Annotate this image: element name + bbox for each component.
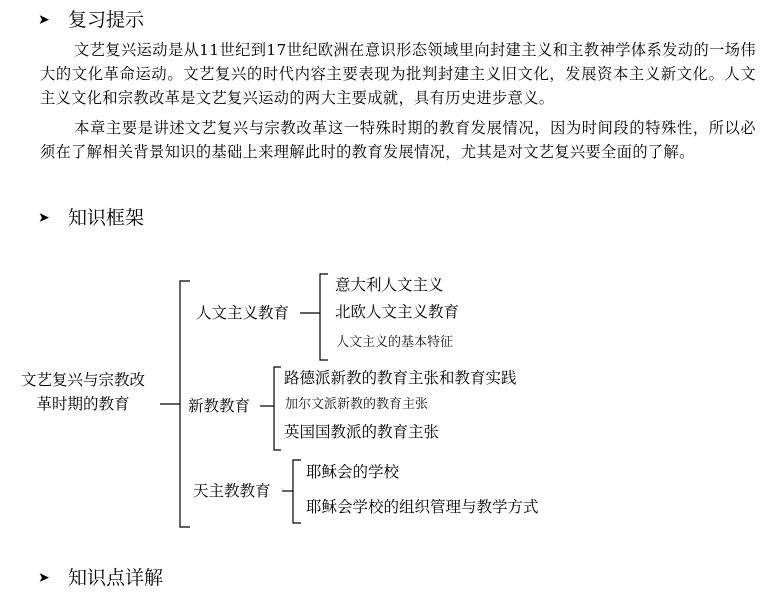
paragraph-text: 文艺复兴运动是从11世纪到17世纪欧洲在意识形态领域里向封建主义和主教神学体系发动的一场伟大的文化革命运动。文艺复兴的时代内容主要表现为批判封建主义旧文化，发展资本主义新文化。人文主义文化和宗教改革是文艺复兴运动的两大主要成就，具有历史进步意义。 <box>40 41 756 107</box>
tree-root-node <box>8 368 158 416</box>
bullet-arrow-icon: ➤ <box>38 210 50 226</box>
bullet-arrow-icon: ➤ <box>38 570 50 586</box>
section-title: 复习提示 <box>68 9 145 31</box>
bullet-arrow-icon: ➤ <box>38 12 50 28</box>
leaf-humanism-features: 人文主义的基本特征 <box>336 335 454 350</box>
branch-bracket-1 <box>320 274 328 360</box>
branch-bracket-3 <box>293 460 301 523</box>
leaf-northern-humanist-education: 北欧人文主义教育 <box>335 303 460 321</box>
root-label-line1: 文艺复兴与宗教改 <box>20 371 145 389</box>
leaf-lutheran-education: 路德派新教的教育主张和教育实践 <box>284 369 517 387</box>
root-label-line2: 革时期的教育 <box>36 395 130 413</box>
branch-protestant-education: 新教教育 <box>188 397 251 415</box>
leaf-jesuit-school-management: 耶稣会学校的组织管理与教学方式 <box>306 498 539 516</box>
section-heading-details <box>38 566 163 590</box>
leaf-calvinist-education: 加尔文派新教的教育主张 <box>285 397 429 412</box>
branch-catholic-education: 天主教教育 <box>193 482 271 500</box>
section-title: 知识框架 <box>68 207 145 229</box>
leaf-italian-humanism: 意大利人文主义 <box>335 276 444 294</box>
paragraph-text: 本章主要是讲述文艺复兴与宗教改革这一特殊时期的教育发展情况，因为时间段的特殊性，所以必须在了解相关背景知识的基础上来理解此时的教育发展情况，尤其是对文艺复兴要全面的了解。 <box>40 119 756 161</box>
section-title: 知识点详解 <box>68 567 164 589</box>
branch-bracket-2 <box>274 367 281 450</box>
branch-humanist-education: 人文主义教育 <box>196 304 290 322</box>
leaf-anglican-education: 英国国教派的教育主张 <box>284 423 440 441</box>
leaf-jesuit-schools: 耶稣会的学校 <box>306 463 400 481</box>
